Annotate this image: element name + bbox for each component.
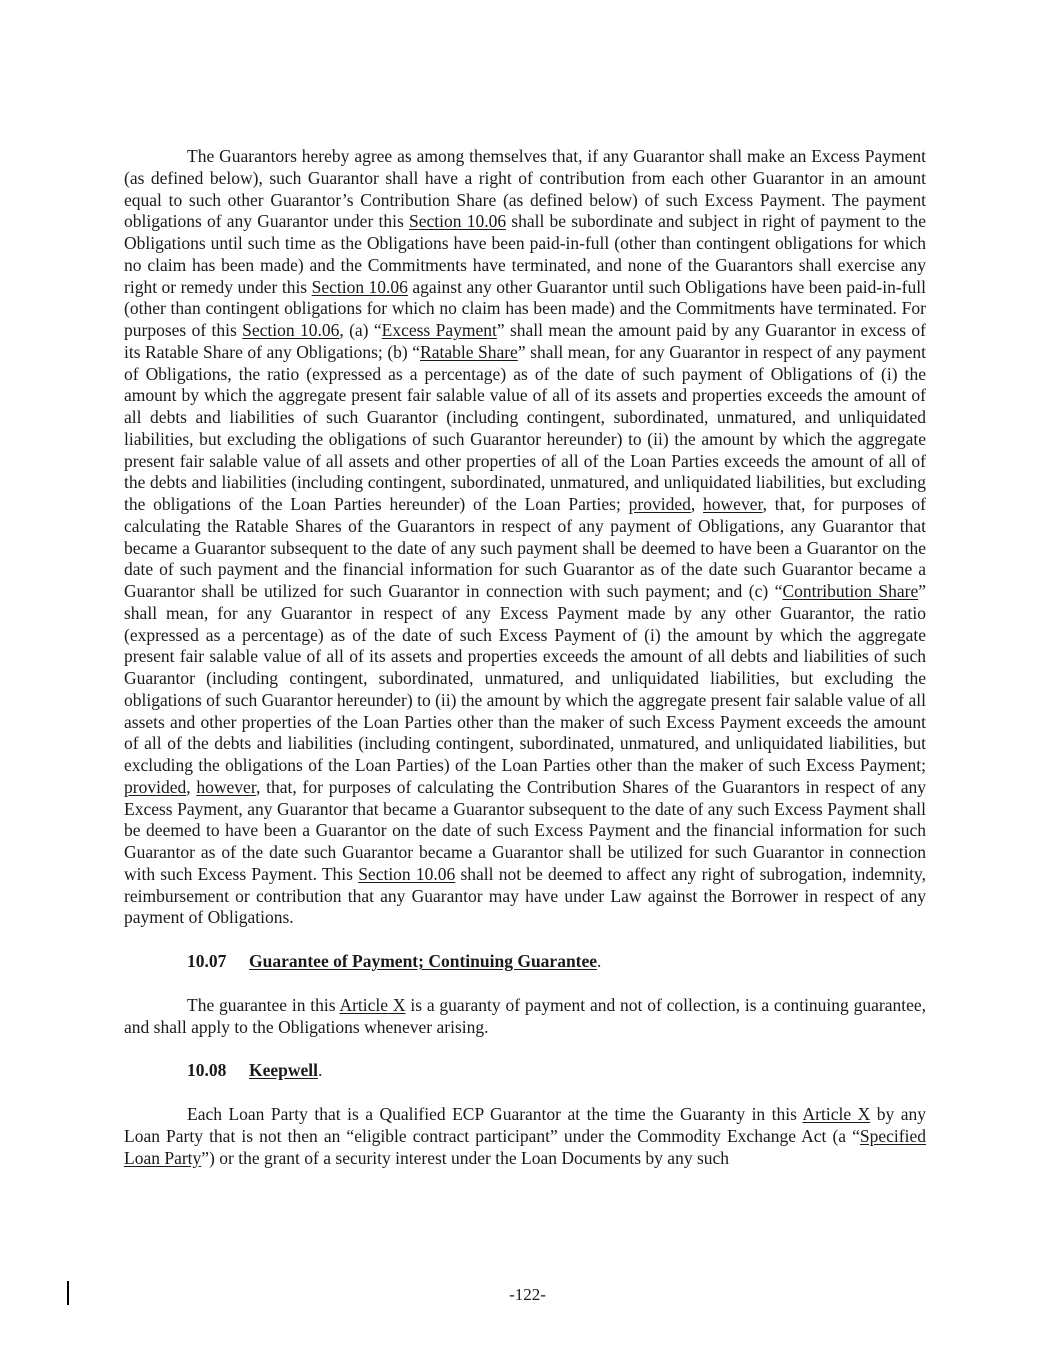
page-number: -122-: [509, 1285, 546, 1304]
text-run: against any other Guarantor until such Obligations have been paid-in-full (other than contingent obligations for which no claim has been made) and the Commitments have terminated. For purposes of this: [124, 276, 926, 340]
defined-term: Specified Loan Party: [124, 1125, 926, 1168]
text-run: is a guaranty of payment and not of collection, is a continuing guarantee, and shall apply to the Obligations whenever arising.: [124, 994, 926, 1037]
text-run: shall be subordinate and subject in right of payment to the Obligations until such time as the Obligations have been paid-in-full (other than contingent obligations for which no claim has been made) and the Commitments have terminated, and none of the Guarantors shall exercise any right or remedy under this: [124, 211, 926, 297]
text-run: , that, for purposes of calculating the Contribution Shares of the Guarantors in respect of any Excess Payment, any Guarantor that became a Guarantor subsequent to the date of any such Excess Payment shall be deemed to have been a Guarantor on the date of such Excess Payment and the financial information for such Guarantor as of the date such Guarantor became a Guarantor shall be utilized for such Guarantor in connection with such Excess Payment. This: [124, 776, 926, 884]
text-run: ”) or the grant of a security interest under the Loan Documents by any such: [201, 1147, 730, 1168]
section-10-06-paragraph: [124, 146, 926, 929]
text-run: ,: [690, 494, 704, 514]
section-reference: Section 10.06: [242, 320, 340, 340]
document-body: [124, 146, 926, 1169]
text-run: by any Loan Party that is not then an “eligible contract participant” under the Commodity Exchange Act (a “: [124, 1104, 926, 1146]
text-run: ” shall mean, for any Guarantor in respect of any Excess Payment made by any other Guarantor, the ratio (expressed as a percentage) as of the date of such Excess Payment of (i) the amount by which the aggregate present fair salable value of all of its assets and properties exceeds the amount of all debts and liabilities of such Guarantor (including contingent, subordinated, unmatured, and unliquidated liabilities, but excluding the obligations of such Guarantor hereunder) to (ii) the amount by which the aggregate present fair salable value of all assets and other properties of the Loan Parties other than the maker of such Excess Payment exceeds the amount of all of the debts and liabilities (including contingent, subordinated, unmatured, and unliquidated liabilities, but excluding the obligations of the Loan Parties) of the Loan Parties other than the maker of such Excess Payment;: [124, 581, 927, 775]
proviso-word: however: [196, 776, 256, 797]
text-run: Each Loan Party that is a Qualified ECP Guarantor at the time the Guaranty in this: [187, 1104, 803, 1124]
text-run: , (a) “: [339, 320, 382, 340]
defined-term: Contribution Share: [782, 581, 919, 601]
proviso-word: however: [703, 494, 763, 514]
defined-term: Ratable Share: [420, 341, 518, 362]
section-10-07-paragraph: [124, 995, 926, 1039]
section-title: Keepwell: [249, 1060, 319, 1081]
section-10-07-heading: [124, 951, 926, 973]
proviso-word: provided: [628, 494, 691, 514]
section-10-08-heading: [124, 1060, 926, 1082]
text-run: ” shall mean, for any Guarantor in respect of any payment of Obligations, the ratio (expressed as a percentage) as of the date of such payment of Obligations of (i) the amount by which the aggregate present fair salable value of all of its assets and properties exceeds the amount of all debts and liabilities of such Guarantor (including contingent, subordinated, unmatured, and unliquidated liabilities, but excluding the obligations of such Guarantor hereunder) to (ii) the amount by which the aggregate present fair salable value of all assets and other properties of all of the Loan Parties exceeds the amount of all of the debts and liabilities (including contingent, subordinated, unmatured, and unliquidated liabilities, but excluding the obligations of the Loan Parties hereunder) of the Loan Parties;: [124, 341, 927, 514]
title-period: .: [597, 951, 602, 971]
text-run: ” shall mean the amount paid by any Guarantor in excess of its Ratable Share of any Obligations; (b) “: [124, 320, 926, 362]
section-reference: Section 10.06: [311, 276, 408, 297]
text-run: , that, for purposes of calculating the Ratable Shares of the Guarantors in respect of any payment of Obligations, any Guarantor that became a Guarantor subsequent to the date of any such payment shall be deemed to have been a Guarantor on the date of such payment and the financial information for such Guarantor as of the date such Guarantor became a Guarantor shall be utilized for such Guarantor in connection with such payment; and (c) “: [124, 494, 926, 601]
section-title: Guarantee of Payment; Continuing Guarantee: [249, 951, 598, 971]
article-reference: Article X: [339, 994, 406, 1015]
section-reference: Section 10.06: [408, 211, 507, 232]
title-period: .: [318, 1060, 323, 1081]
article-reference: Article X: [802, 1104, 871, 1124]
text-run: The guarantee in this: [187, 994, 340, 1015]
section-10-08-paragraph: [124, 1104, 926, 1169]
section-number: 10.07: [187, 951, 227, 971]
text-run: ,: [186, 776, 197, 797]
page-footer: [0, 1284, 1055, 1306]
text-run: The Guarantors hereby agree as among themselves that, if any Guarantor shall make an Excess Payment (as defined below), such Guarantor shall have a right of contribution from each other Guarantor in an amount equal to such other Guarantor’s Contribution Share (as defined below) of such Excess Payment. The payment obligations of any Guarantor under this: [124, 146, 926, 232]
section-reference: Section 10.06: [358, 863, 456, 884]
defined-term: Excess Payment: [381, 320, 497, 340]
proviso-word: provided: [124, 776, 187, 797]
section-number: 10.08: [187, 1060, 227, 1081]
text-run: shall not be deemed to affect any right of subrogation, indemnity, reimbursement or contribution that any Guarantor may have under Law against the Borrower in respect of any payment of Obligations.: [124, 863, 926, 928]
